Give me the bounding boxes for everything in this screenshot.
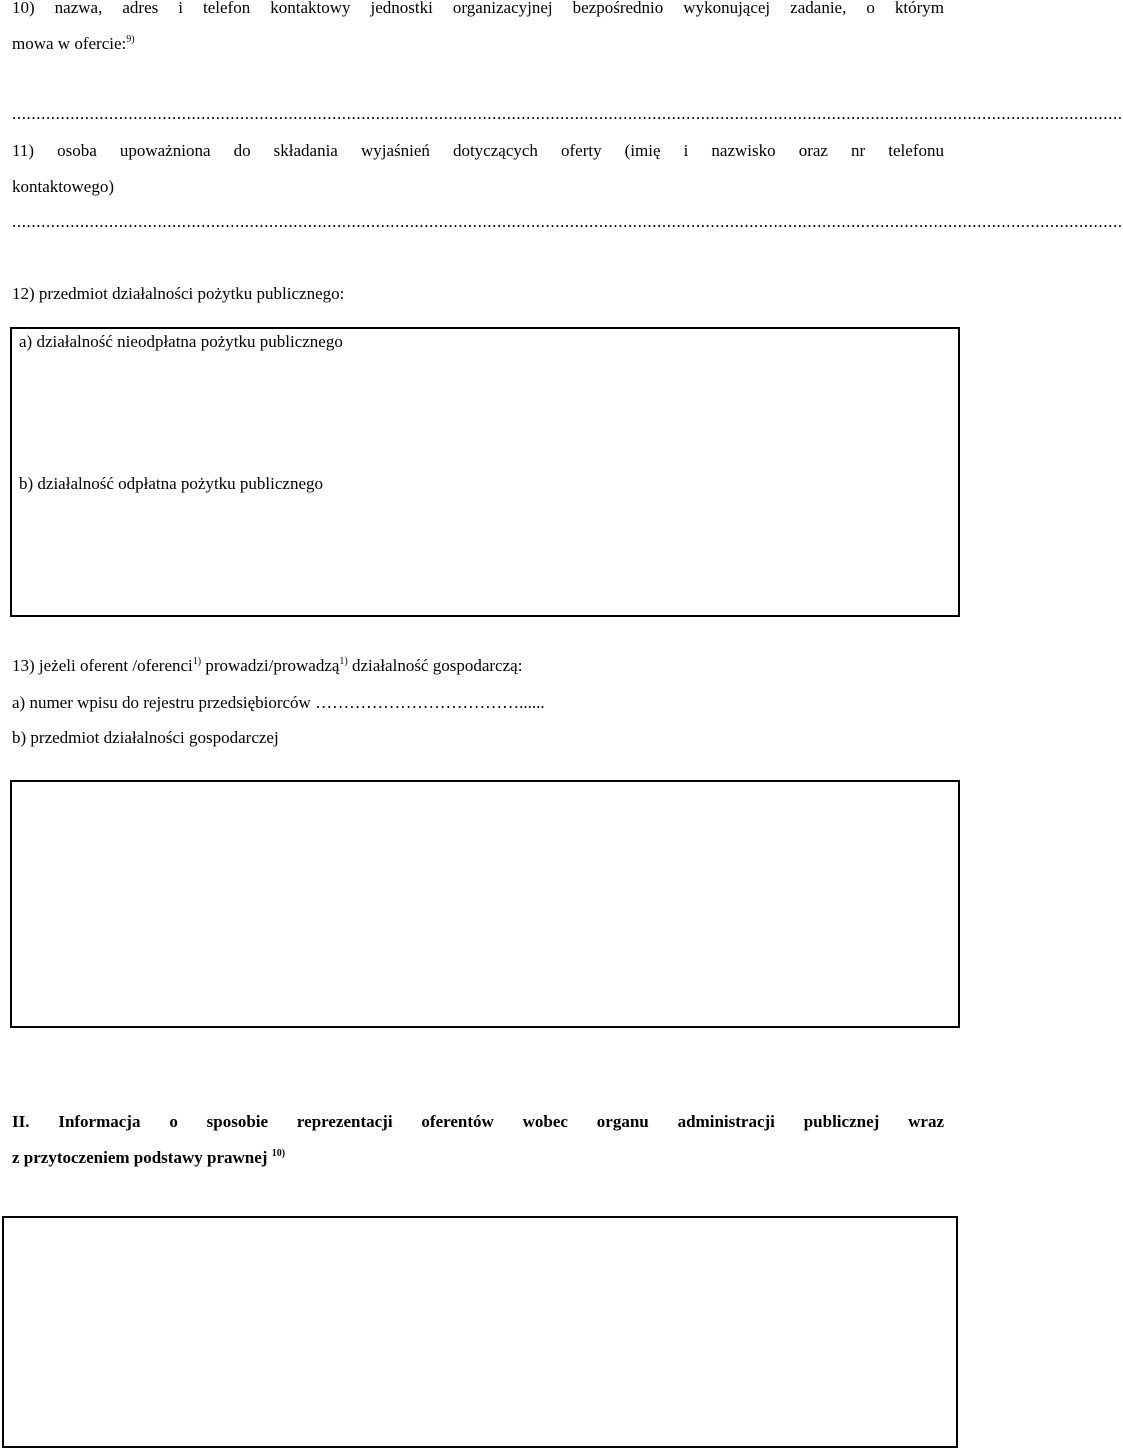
item-13-heading-part-2: prowadzi/prowadzą: [201, 656, 340, 675]
item-11-line-2: kontaktowego): [12, 177, 114, 196]
item-13-heading-part-1: 13) jeżeli oferent /oferenci: [12, 656, 193, 675]
item-12-option-b: b) działalność odpłatna pożytku publicznego: [19, 474, 324, 493]
section-2-answer-box[interactable]: [2, 1216, 958, 1448]
item-12-option-a: a) działalność nieodpłatna pożytku publicznego: [19, 332, 343, 351]
item-11-dotted-answer[interactable]: .....................................................................................................................................................................................................................................: [12, 212, 1123, 231]
section-2-heading-line-2-text: z przytoczeniem podstawy prawnej: [12, 1148, 268, 1167]
item-12-heading: 12) przedmiot działalności pożytku publicznego:: [12, 284, 345, 303]
item-13-heading-part-3: działalność gospodarczą:: [347, 656, 523, 675]
item-10-dotted-answer[interactable]: .....................................................................................................................................................................................................................................: [12, 104, 1123, 123]
section-2-heading-line-1: II. Informacja o sposobie reprezentacji oferentów wobec organu administracji publicznej wraz: [12, 1112, 944, 1131]
footnote-ref-1b: 1): [339, 656, 348, 667]
footnote-ref-1a: 1): [192, 656, 202, 667]
item-13-registry-number[interactable]: a) numer wpisu do rejestru przedsiębiorców ………………………………......: [12, 693, 545, 712]
item-11-line-1: 11) osoba upoważniona do składania wyjaśnień dotyczących oferty (imię i nazwisko oraz nr telefonu: [12, 141, 944, 160]
item-12-answer-box[interactable]: [10, 327, 960, 617]
item-10-line-2-text: mowa w ofercie:: [12, 34, 127, 53]
item-13-heading: [12, 656, 522, 676]
footnote-ref-10: 10): [271, 1148, 286, 1159]
item-13-answer-box[interactable]: [10, 780, 960, 1028]
section-2-heading-line-2: [12, 1148, 285, 1168]
item-13-business-subject: b) przedmiot działalności gospodarczej: [12, 728, 279, 747]
item-10-line-1: 10) nazwa, adres i telefon kontaktowy jednostki organizacyjnej bezpośrednio wykonującej zadanie, o którym: [12, 0, 944, 17]
footnote-ref-9: 9): [126, 34, 135, 45]
item-10-line-2: [12, 34, 135, 54]
